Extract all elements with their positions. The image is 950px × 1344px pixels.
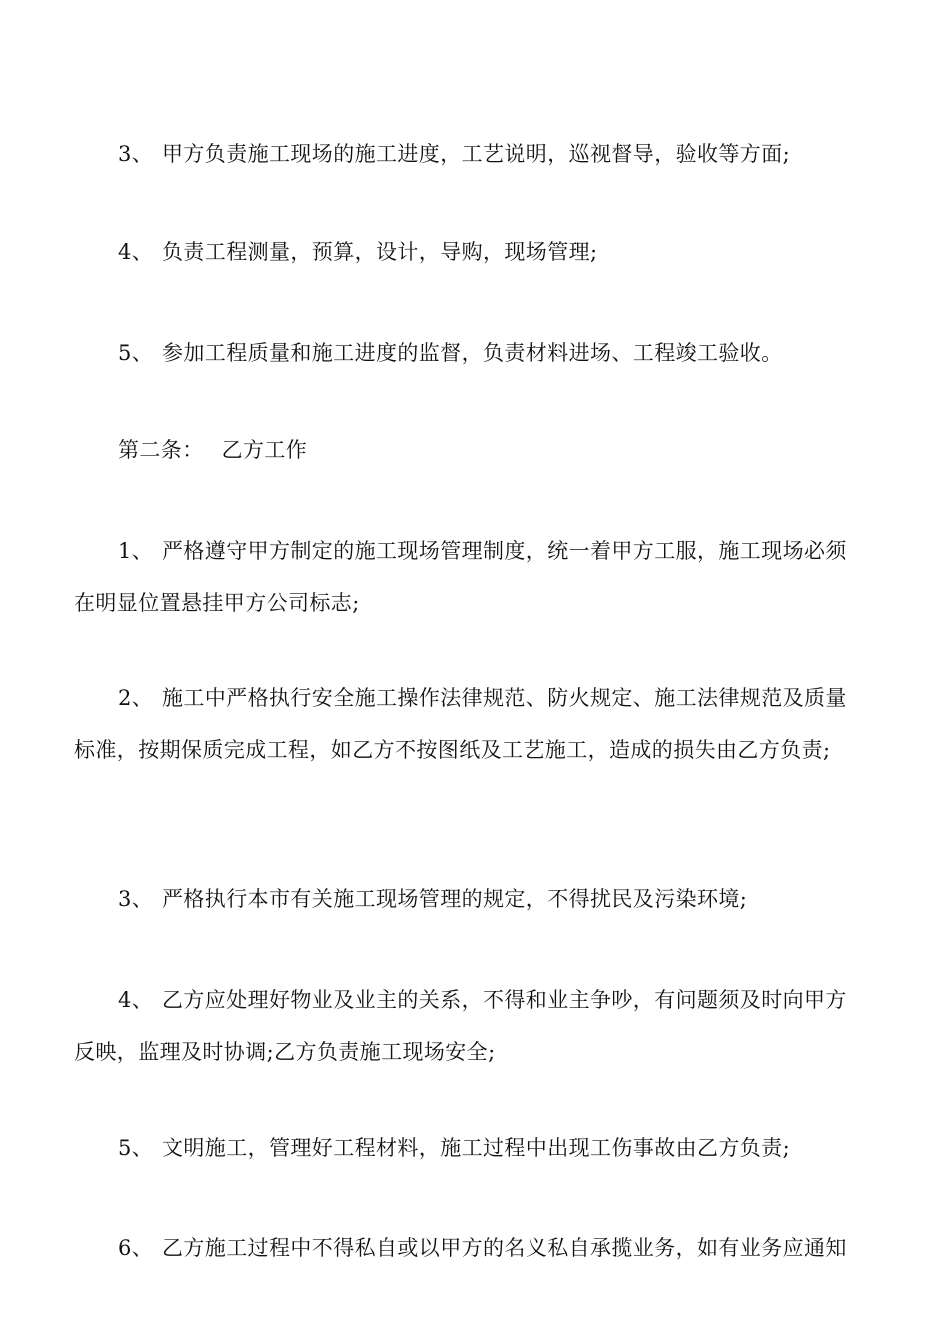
clause-b6	[118, 1234, 847, 1262]
clause-number: 6、	[118, 1236, 154, 1260]
clause-number: 2、	[118, 686, 154, 710]
clause-text: 甲方负责施工现场的施工进度，工艺说明，巡视督导，验收等方面;	[162, 142, 791, 166]
clause-a4	[118, 238, 597, 266]
clause-b5	[118, 1134, 790, 1162]
clause-b4-continued	[74, 1038, 496, 1066]
clause-b1	[118, 537, 847, 565]
clause-text-line1: 施工中严格执行安全施工操作法律规范、防火规定、施工法律规范及质量	[162, 686, 847, 710]
clause-number: 5、	[118, 341, 154, 365]
clause-text: 严格执行本市有关施工现场管理的规定，不得扰民及污染环境;	[162, 887, 748, 911]
clause-b2-continued	[74, 736, 830, 764]
section-heading	[118, 436, 307, 464]
clause-number: 4、	[118, 240, 154, 264]
clause-text: 乙方施工过程中不得私自或以甲方的名义私自承揽业务，如有业务应通知	[162, 1236, 847, 1260]
section-title: 乙方工作	[221, 438, 308, 462]
clause-number: 4、	[118, 988, 154, 1012]
clause-number: 5、	[118, 1136, 154, 1160]
clause-text-line1: 乙方应处理好物业及业主的关系，不得和业主争吵，有问题须及时向甲方	[162, 988, 847, 1012]
clause-number: 1、	[118, 539, 154, 563]
clause-b2	[118, 684, 847, 712]
clause-number: 3、	[118, 142, 154, 166]
clause-a3	[118, 140, 790, 168]
clause-text: 参加工程质量和施工进度的监督，负责材料进场、工程竣工验收。	[162, 341, 783, 365]
clause-text: 文明施工，管理好工程材料，施工过程中出现工伤事故由乙方负责;	[162, 1136, 791, 1160]
clause-b1-continued	[74, 589, 360, 617]
section-label: 第二条：	[118, 438, 204, 462]
clause-a5	[118, 339, 783, 367]
clause-b3	[118, 885, 747, 913]
clause-b4	[118, 986, 847, 1014]
clause-text: 负责工程测量，预算，设计，导购，现场管理;	[162, 240, 598, 264]
clause-number: 3、	[118, 887, 154, 911]
clause-text-line1: 严格遵守甲方制定的施工现场管理制度，统一着甲方工服，施工现场必须	[162, 539, 847, 563]
clause-text-line2: 反映，监理及时协调;乙方负责施工现场安全;	[74, 1040, 496, 1064]
clause-text-line2: 标准，按期保质完成工程，如乙方不按图纸及工艺施工，造成的损失由乙方负责;	[74, 738, 831, 762]
clause-text-line2: 在明显位置悬挂甲方公司标志;	[74, 591, 360, 615]
